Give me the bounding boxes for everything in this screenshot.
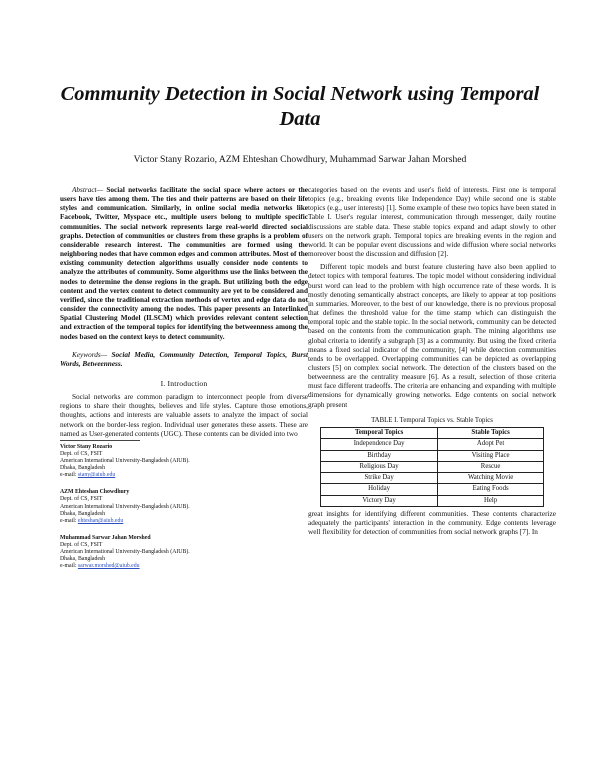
table-header-row	[321, 427, 544, 438]
table-row	[321, 461, 544, 472]
email-label: e-mail:	[60, 563, 78, 570]
table-cell: Help	[438, 495, 544, 506]
table-cell: Visiting Place	[438, 450, 544, 461]
keywords-text: Social Media, Community Detection, Temporal Topics, Burst Words, Betweenness.	[60, 350, 308, 368]
affiliation-name: AZM Ehteshan Chowdhury	[60, 489, 130, 496]
table-cell: Strike Day	[321, 473, 438, 484]
abstract-text: Social networks facilitate the social space where actors or the users have ties among them. The ties and their patterns are based on their life styles and communication. Similarly, in online social media networks like Facebook, Twitter, Myspace etc., multiple users belong to multiple specific communities. The social network represents large real-world directed social graphs. Detection of communities or clusters from these graphs is a problem of considerable research interest. The communities are formed using the neighboring nodes that have common edges and common attributes. Most of the existing community detection algorithms usually consider node contents to analyze the attributes of community. Some algorithms use the links between the nodes to determine the dense regions in the graph. But utilizing both the edge content and the vertex content to detect community are yet to be considered and verified, since the traditional extraction methods of vertex and edge data do not consider the connectivity among the nodes. This paper presents an Interlinked Spatial Clustering Model (ILSCM) which provides relevant content selection and extraction of the temporal topics for identifying the betweenness among the nodes based on the context keys to detect community.	[60, 186, 308, 341]
affiliation-univ: American International University-Bangladesh (AIUB).	[60, 458, 190, 465]
body-paragraph: categories based on the events and user's field of interests. First one is temporal topics (e.g., breaking events like Independence Day) while second one is stable topics (e.g., user interests) [1]. Some example of these two topics have been stated in Table I. User's regular interest, communication through messenger, daily routine discussions are stable data. These stable topics expand and adapt slowly to other users on the network graph. Temporal topics are breaking events in the region and world. It can be popular event discussions and wide diffusion where social networks moreover boost the discussion and diffusion [2].	[308, 186, 556, 259]
table-caption: TABLE I. Temporal Topics vs. Stable Topics	[371, 416, 493, 424]
table-row	[321, 450, 544, 461]
table-cell: Rescue	[438, 461, 544, 472]
affiliation-univ: American International University-Bangladesh (AIUB).	[60, 549, 190, 556]
affiliation-city: Dhaka, Bangladesh	[60, 465, 106, 472]
table-row	[321, 439, 544, 450]
affiliation-block	[60, 444, 308, 479]
table-cell: Victory Day	[321, 495, 438, 506]
table-cell: Birthday	[321, 450, 438, 461]
keywords-label: Keywords—	[72, 350, 108, 359]
footnote-rule	[60, 440, 140, 441]
affiliation-city: Dhaka, Bangladesh	[60, 510, 106, 517]
author-list: Victor Stany Rozario, AZM Ehteshan Chowdhury, Muhammad Sarwar Jahan Morshed	[133, 154, 467, 165]
affiliation-block	[60, 489, 308, 524]
affiliation-email-row	[60, 563, 308, 570]
abstract-label: Abstract—	[72, 186, 104, 194]
affiliation-dept: Dept. of CS, FSIT	[60, 496, 103, 503]
left-column	[60, 186, 308, 580]
affiliation-city: Dhaka, Bangladesh	[60, 556, 106, 563]
table-header-cell: Temporal Topics	[321, 427, 438, 438]
email-label: e-mail:	[60, 472, 78, 479]
table-row	[321, 484, 544, 495]
body-paragraph: Different topic models and burst feature clustering have also been applied to detect topics with temporal features. The topic model without considering individual burst word can lead to the problem with high occurrence rate of these words. It is mostly denoting semantically abstract concepts, are likely to appear at top positions in summaries. Moreover, to the best of our knowledge, there is no previous proposal that defines the threshold value for the time stamp which can distinguish the temporal topic and the stable topic. In the social network, community can be detected based on the contents from the communication graph. The mining algorithms use global criteria to identify a subgraph [3] as a community. But using the fixed criteria means a fixed social indicator of the community, [4] while detection communities tends to be overlapped. Overlapping communities can be depicted as overlapping clusters [5] on complex social network. The detection of the clusters based on the betweenness are the centrality measure [6]. As a result, selection of those criteria must face different tradeoffs. The criteria are enhancing and expanding with multiple dimensions for dynamically growing networks. Edge contents on social network graph present	[308, 263, 556, 409]
affiliation-email-row	[60, 518, 308, 525]
topics-table	[320, 427, 544, 507]
table-row	[321, 473, 544, 484]
table-cell: Adopt Pet	[438, 439, 544, 450]
affiliation-email-row	[60, 472, 308, 479]
email-link[interactable]: stany@aiub.edu	[77, 472, 116, 479]
table-header-cell: Stable Topics	[438, 427, 544, 438]
email-label: e-mail:	[60, 517, 78, 524]
table-cell: Watching Movie	[438, 473, 544, 484]
affiliation-name: Victor Stany Rozario	[60, 443, 113, 450]
email-link[interactable]: sarwar.morshed@aiub.edu	[77, 563, 140, 570]
table-row	[321, 495, 544, 506]
affiliation-name: Muhammad Sarwar Jahan Morshed	[60, 534, 151, 541]
email-link[interactable]: ehteshan@aiub.edu	[77, 517, 124, 524]
affiliation-dept: Dept. of CS, FSIT	[60, 451, 103, 457]
affiliation-dept: Dept. of CS, FSIT	[60, 541, 103, 548]
section-heading-introduction: I. Introduction	[160, 378, 208, 388]
abstract	[60, 186, 308, 342]
table-cell: Holiday	[321, 484, 438, 495]
keywords	[60, 351, 308, 369]
right-column	[308, 186, 556, 537]
affiliation-block	[60, 535, 308, 570]
table-cell: Independence Day	[321, 439, 438, 450]
paper-title: Community Detection in Social Network using Temporal Data	[60, 83, 540, 130]
affiliation-univ: American International University-Bangladesh (AIUB).	[60, 503, 190, 510]
table-cell: Eating Foods	[438, 484, 544, 495]
body-paragraph: great insights for identifying different communities. These contents characterize adequately the participants' interaction in the community. Edge contents leverage well flexibility for detection of communities from social network graphs [7]. In	[308, 509, 556, 537]
table-cell: Religious Day	[321, 461, 438, 472]
intro-paragraph: Social networks are common paradigm to interconnect people from diverse regions to share their thoughts, believes and life styles. Capture those emotions, thoughts, actions and interests are valuable assets to analyze the impact of social network on the border-less region. Individual user generates these assets. These are named as User-generated contents (UGC). These contents can be divided into two	[60, 393, 308, 438]
